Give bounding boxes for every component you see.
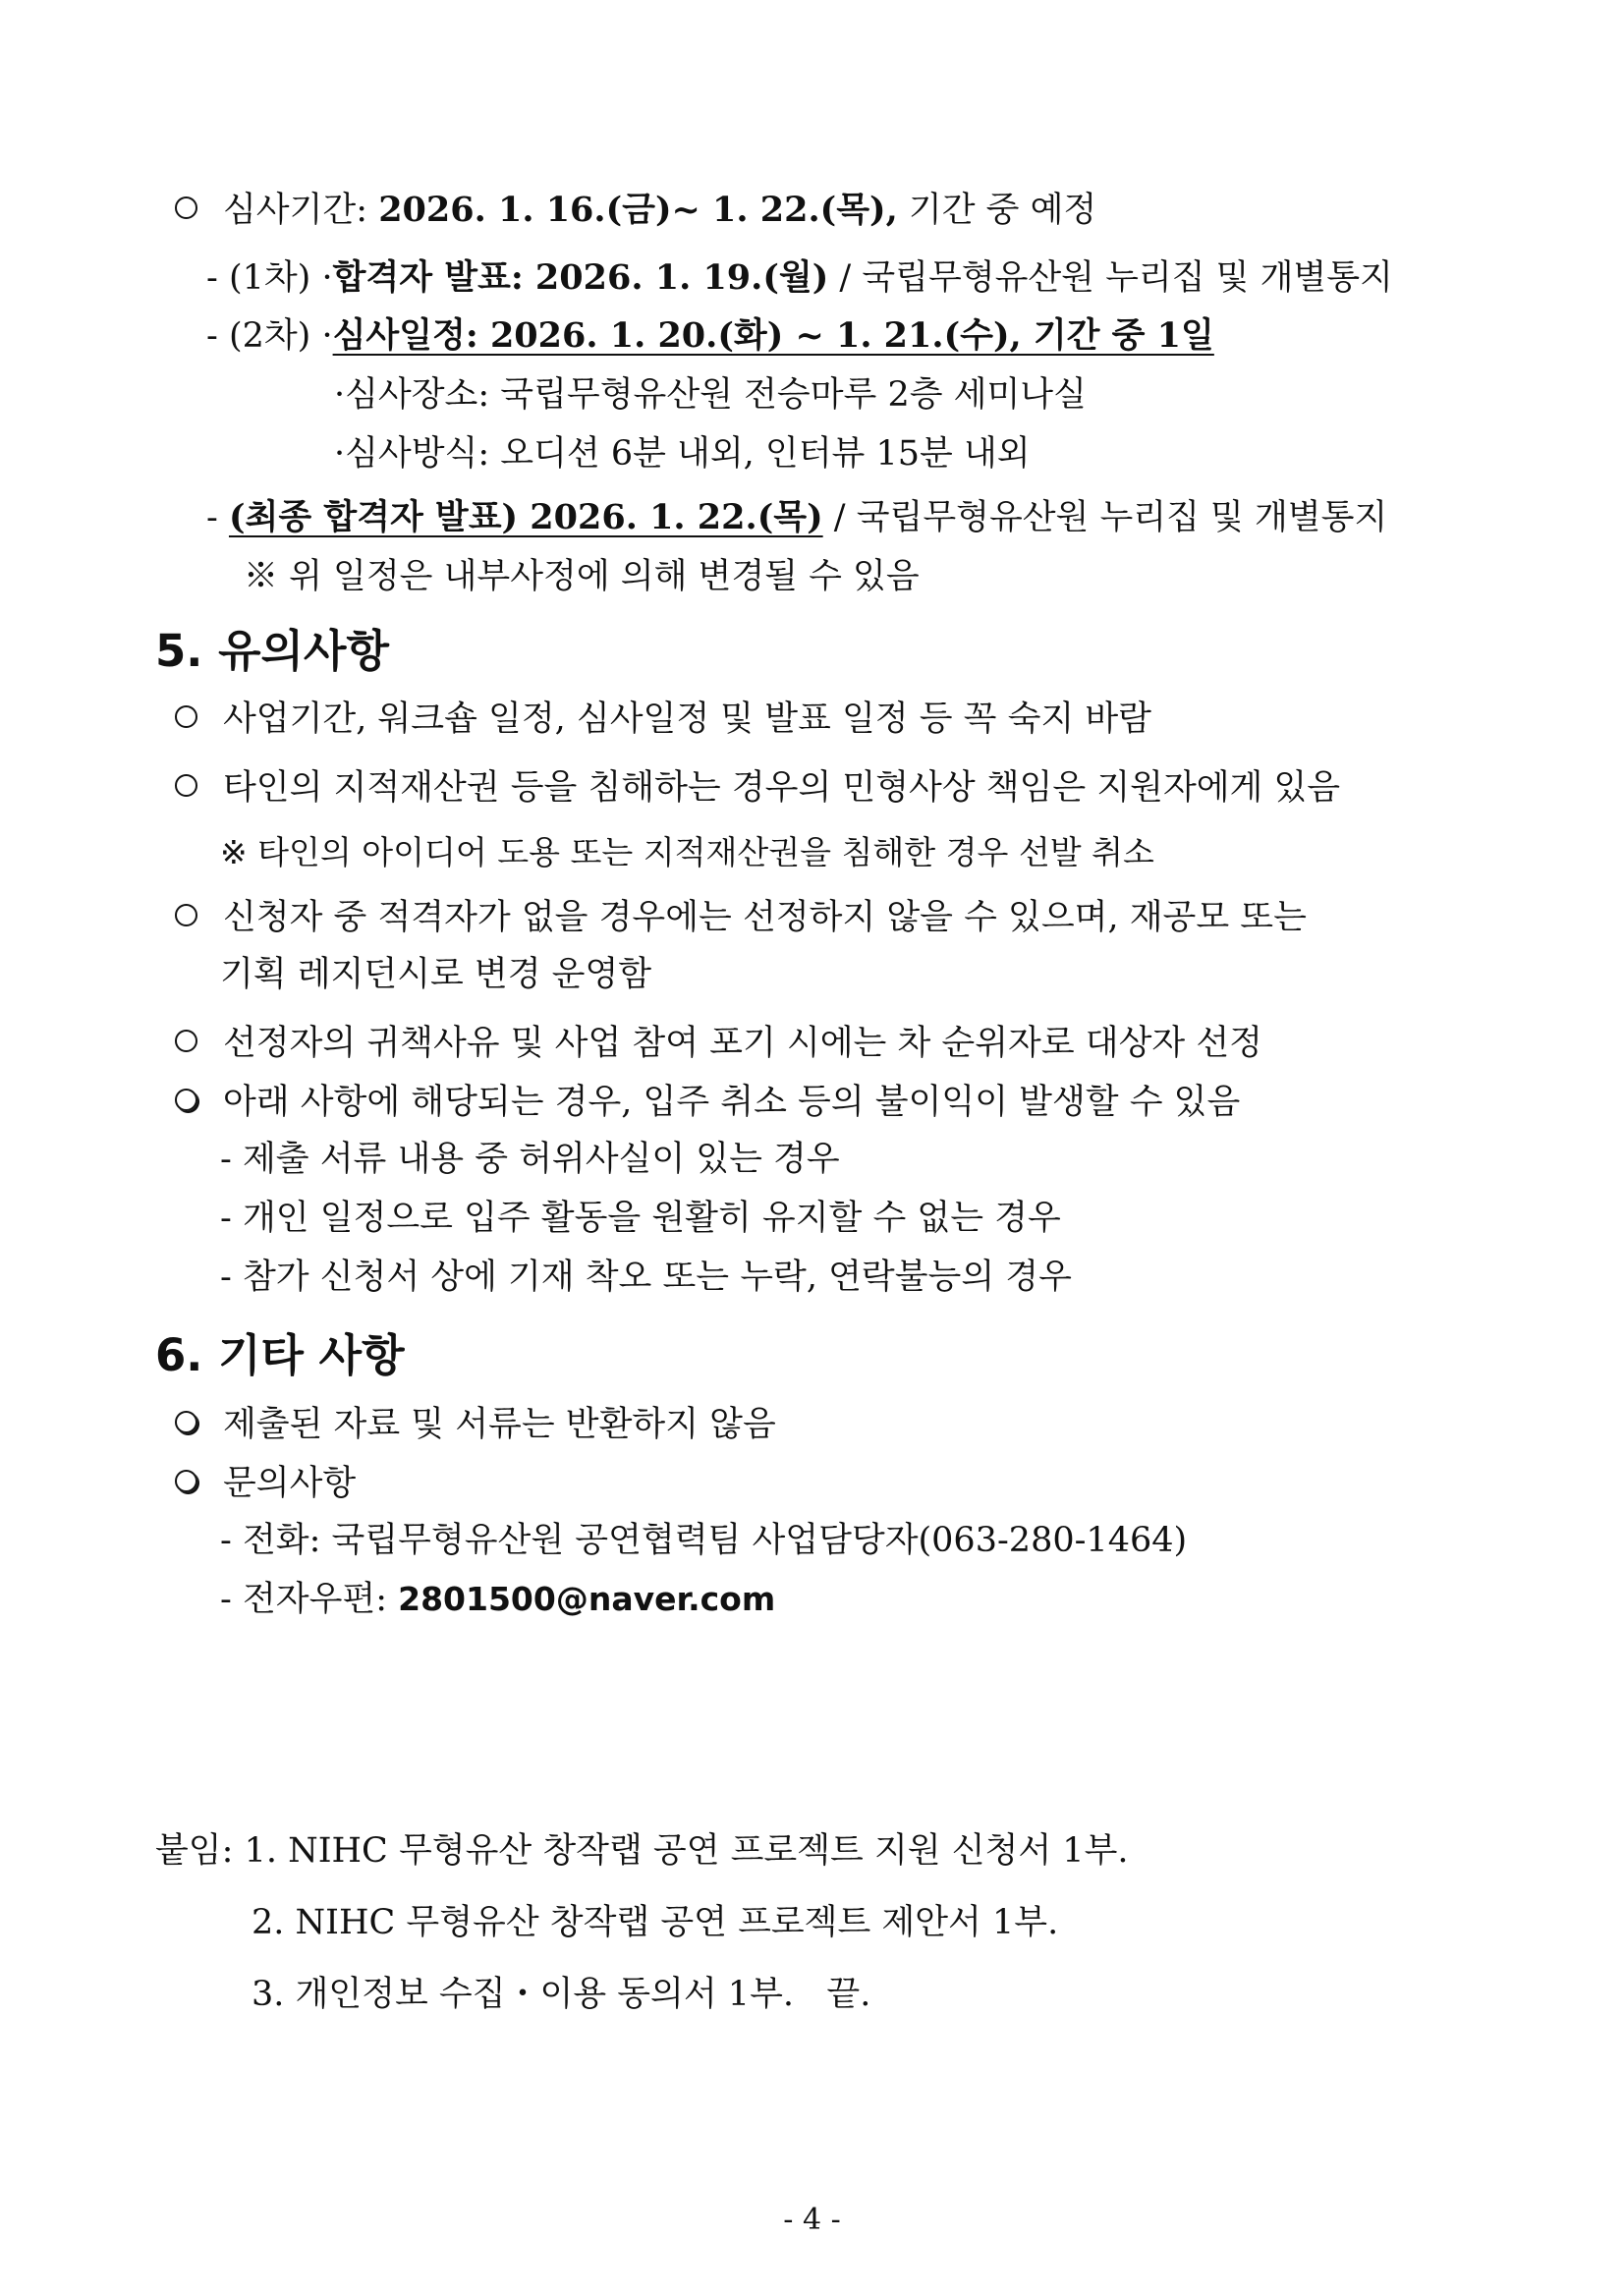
notice-item-2: 타인의 지적재산권 등을 침해하는 경우의 민형사상 책임은 지원자에게 있음 (175, 766, 1340, 810)
notice-detail-2: - 개인 일정으로 입주 활동을 원활히 유지할 수 없는 경우 (220, 1199, 1061, 1238)
review-period-line: 심사기간: 2026. 1. 16.(금)~ 1. 22.(목), 기간 중 예정 (175, 189, 1096, 232)
other-item-1: 제출된 자료 및 서류는 반환하지 않음 (175, 1403, 776, 1446)
contact-phone: - 전화: 국립무형유산원 공연협력팀 사업담당자(063-280-1464) (220, 1521, 1188, 1560)
hollow-circle-bullet-icon (175, 1030, 197, 1052)
hollow-circle-bullet-icon (175, 196, 197, 219)
round2-method: ·심사방식: 오디션 6분 내외, 인터뷰 15분 내외 (334, 434, 1031, 474)
hollow-circle-bullet-icon (175, 705, 197, 728)
shadowed-circle-bullet-icon (175, 1411, 197, 1433)
section-5-title: 5. 유의사항 (155, 625, 389, 677)
other-item-2: 문의사항 (175, 1462, 356, 1505)
schedule-note: ※ 위 일정은 내부사정에 의해 변경될 수 있음 (244, 557, 920, 596)
round2-place: ·심사장소: 국립무형유산원 전승마루 2층 세미나실 (334, 375, 1087, 415)
notice-item-4: 선정자의 귀책사유 및 사업 참여 포기 시에는 차 순위자로 대상자 선정 (175, 1022, 1262, 1065)
notice-detail-1: - 제출 서류 내용 중 허위사실이 있는 경우 (220, 1140, 840, 1179)
attachment-2: 2. NIHC 무형유산 창작랩 공연 프로젝트 제안서 1부. (252, 1903, 1059, 1942)
notice-item-2-note: ※ 타인의 아이디어 도용 또는 지적재산권을 침해한 경우 선발 취소 (220, 833, 1154, 871)
hollow-circle-bullet-icon (175, 904, 197, 926)
final-announcement: - (최종 합격자 발표) 2026. 1. 22.(목) / 국립무형유산원 누리집 및 개별통지 (206, 497, 1388, 537)
notice-item-3-cont: 기획 레지던시로 변경 운영함 (220, 955, 652, 994)
attachment-3: 3. 개인정보 수집・이용 동의서 1부. 끝. (252, 1975, 871, 2014)
notice-item-3: 신청자 중 적격자가 없을 경우에는 선정하지 않을 수 있으며, 재공모 또는 (175, 896, 1307, 939)
notice-item-1: 사업기간, 워크숍 일정, 심사일정 및 발표 일정 등 꼭 숙지 바람 (175, 698, 1151, 741)
round1-announcement: - (1차) ·합격자 발표: 2026. 1. 19.(월) / 국립무형유산원 누리집 및 개별통지 (206, 257, 1393, 298)
page-number: - 4 - (783, 2203, 841, 2237)
notice-item-5: 아래 사항에 해당되는 경우, 입주 취소 등의 불이익이 발생할 수 있음 (175, 1081, 1240, 1124)
shadowed-circle-bullet-icon (175, 1470, 197, 1492)
section-6-title: 6. 기타 사항 (155, 1329, 405, 1381)
round2-schedule: - (2차) ·심사일정: 2026. 1. 20.(화) ~ 1. 21.(수), 기간 중 1일 (206, 315, 1214, 356)
attachment-1: 붙임: 1. NIHC 무형유산 창작랩 공연 프로젝트 지원 신청서 1부. (155, 1831, 1129, 1871)
hollow-circle-bullet-icon (175, 774, 197, 797)
notice-detail-3: - 참가 신청서 상에 기재 착오 또는 누락, 연락불능의 경우 (220, 1258, 1072, 1297)
shadowed-circle-bullet-icon (175, 1089, 197, 1111)
contact-email: - 전자우편: 2801500@naver.com (220, 1580, 776, 1619)
